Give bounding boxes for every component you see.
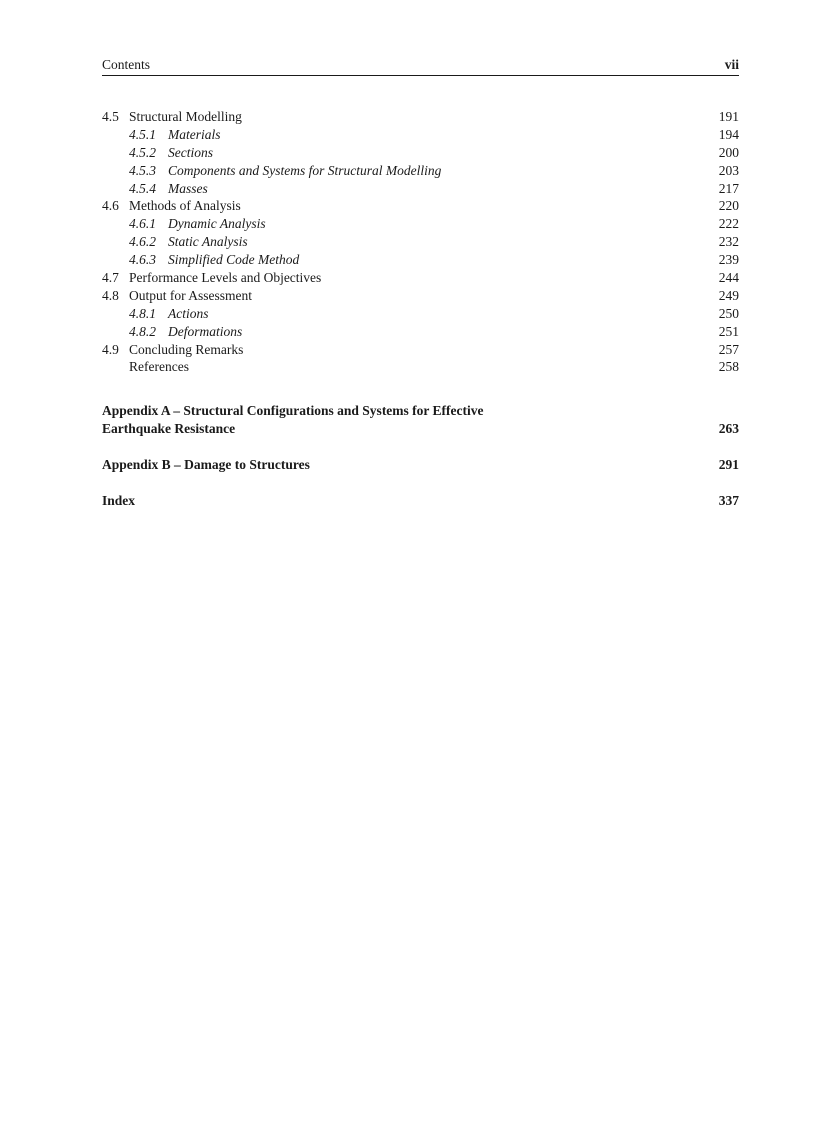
toc-entry-number: 4.5.1 — [129, 126, 156, 142]
toc-entry-label: Sections — [168, 144, 213, 160]
toc-entry[interactable] — [102, 287, 739, 305]
appendix-a-page: 263 — [718, 421, 739, 436]
toc-entry-label: References — [129, 359, 189, 375]
toc-entry-page: 232 — [718, 234, 739, 250]
appendix-b-page: 291 — [718, 457, 739, 472]
toc-entry-page: 257 — [718, 341, 739, 357]
toc-entry-label: Materials — [168, 126, 221, 142]
toc-entry-number: 4.8 — [102, 287, 119, 303]
toc-entry-label: Output for Assessment — [129, 287, 252, 303]
toc-entry[interactable] — [102, 323, 739, 341]
header-rule — [102, 75, 739, 76]
toc-entry[interactable] — [102, 215, 739, 233]
appendix-b-label: Appendix B – Damage to Structures — [102, 457, 310, 472]
appendix-a-label-line2: Earthquake Resistance — [102, 421, 236, 436]
toc-entry-page: 200 — [718, 144, 739, 160]
toc-entry-number: 4.9 — [102, 341, 119, 357]
toc-entry-number: 4.7 — [102, 270, 119, 286]
toc-entry-page: 203 — [718, 162, 739, 178]
toc-entry-number: 4.6.3 — [129, 252, 156, 268]
toc-entry[interactable] — [102, 162, 739, 180]
toc-entry-label: Concluding Remarks — [129, 341, 244, 357]
toc-entry[interactable] — [102, 305, 739, 323]
toc-entry-number: 4.6.2 — [129, 234, 156, 250]
appendix-a-line1 — [102, 402, 739, 420]
toc-entry[interactable] — [102, 251, 739, 269]
toc-list — [102, 108, 739, 376]
toc-entry-label: Actions — [168, 305, 209, 321]
toc-entry-number: 4.8.2 — [129, 323, 156, 339]
index-label: Index — [102, 493, 136, 508]
toc-entry-appendix-b[interactable] — [102, 456, 739, 474]
toc-entry-page: 220 — [718, 198, 739, 214]
toc-entry-index[interactable] — [102, 492, 739, 510]
toc-entry-label: Structural Modelling — [129, 109, 242, 124]
toc-entry-number: 4.6 — [102, 198, 119, 214]
appendix-a-label-line1: Appendix A – Structural Configurations and Systems for Effective — [102, 403, 484, 418]
toc-entry[interactable] — [102, 358, 739, 376]
toc-entry-number: 4.5 — [102, 109, 119, 124]
toc-entry-label: Static Analysis — [168, 234, 248, 250]
toc-entry-page: 239 — [718, 252, 739, 268]
toc-entry-number: 4.5.4 — [129, 180, 156, 196]
toc-entry-page: 191 — [718, 109, 739, 124]
index-page: 337 — [718, 493, 739, 508]
page-folio: vii — [724, 57, 739, 72]
toc-entry[interactable] — [102, 108, 739, 126]
toc-entry-number: 4.5.3 — [129, 162, 156, 178]
toc-entry-number: 4.5.2 — [129, 144, 156, 160]
toc-entry-number: 4.8.1 — [129, 305, 156, 321]
appendix-a-line2 — [102, 420, 739, 438]
toc-entry[interactable] — [102, 180, 739, 198]
toc-entry[interactable] — [102, 233, 739, 251]
toc-entry-label: Deformations — [168, 323, 243, 339]
running-head-title: Contents — [102, 57, 151, 72]
toc-entry-label: Performance Levels and Objectives — [129, 270, 322, 286]
toc-entry-label: Dynamic Analysis — [168, 216, 266, 232]
toc-entry-label: Simplified Code Method — [168, 252, 300, 268]
toc-entry[interactable] — [102, 341, 739, 359]
toc-entry-page: 249 — [718, 287, 739, 303]
toc-entry-label: Masses — [168, 180, 208, 196]
toc-entry-page: 194 — [718, 126, 739, 142]
toc-entry[interactable] — [102, 126, 739, 144]
toc-entry-page: 250 — [718, 305, 739, 321]
toc-entry-page: 258 — [718, 359, 739, 375]
running-head — [102, 56, 739, 74]
toc-entry-page: 222 — [718, 216, 739, 232]
toc-entry-label: Components and Systems for Structural Modelling — [168, 162, 442, 178]
toc-entry-number: 4.6.1 — [129, 216, 156, 232]
toc-entry-page: 244 — [718, 270, 739, 286]
toc-entry-appendix-a[interactable] — [102, 402, 739, 438]
toc-entry[interactable] — [102, 197, 739, 215]
toc-entry-page: 217 — [718, 180, 739, 196]
toc-entry[interactable] — [102, 269, 739, 287]
toc-entry[interactable] — [102, 144, 739, 162]
toc-entry-page: 251 — [718, 323, 739, 339]
toc-entry-label: Methods of Analysis — [129, 198, 241, 214]
